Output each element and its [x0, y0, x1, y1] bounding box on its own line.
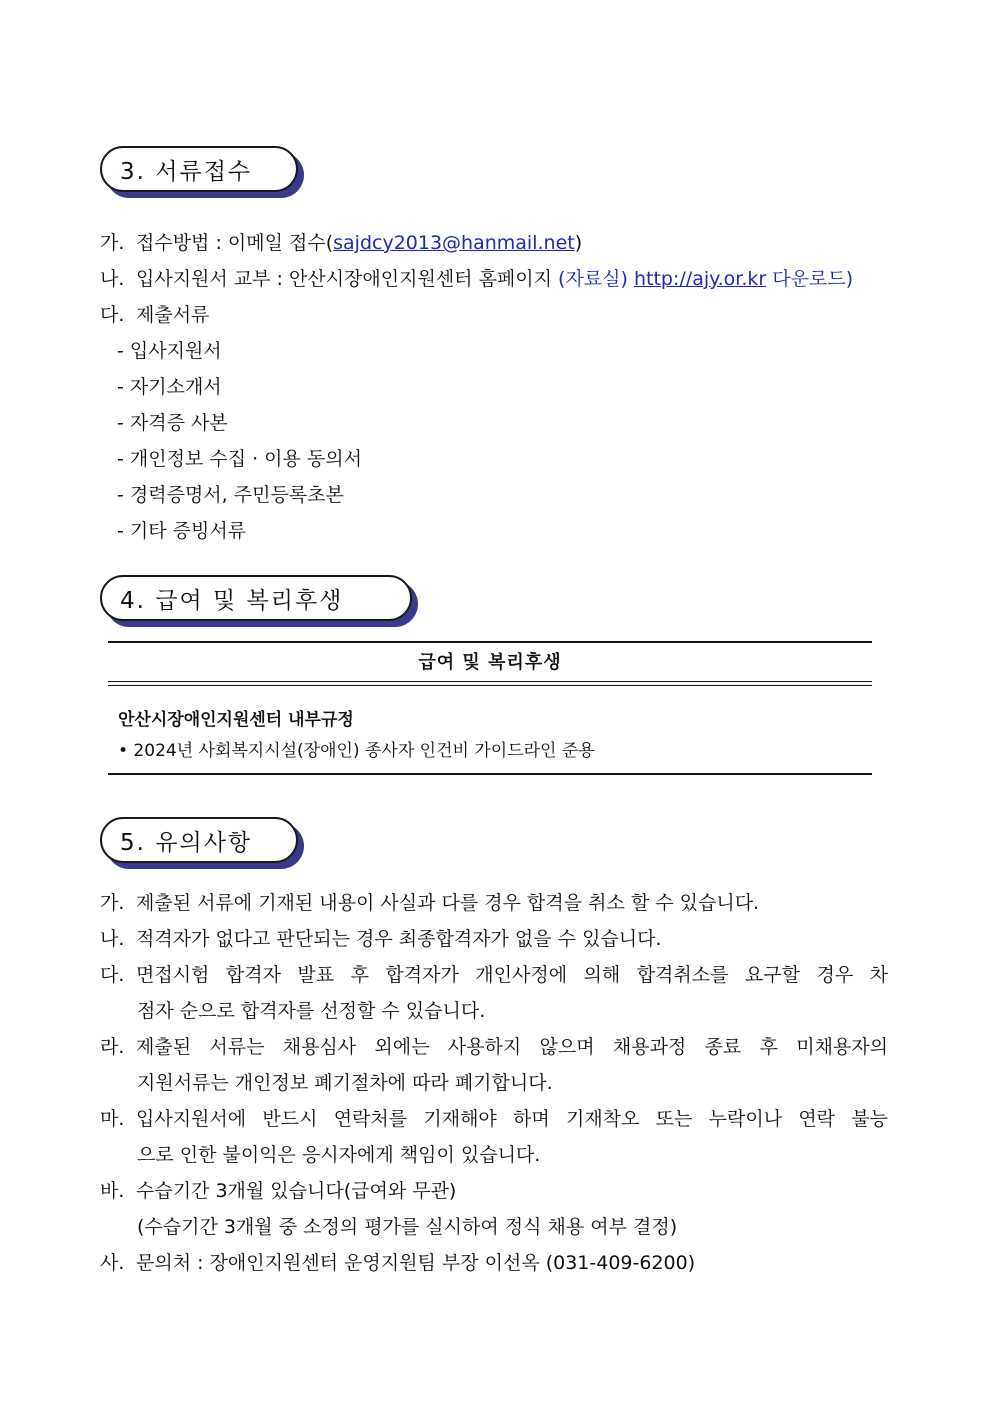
table-top-rule — [108, 641, 872, 643]
section-5-item: 라. 제출된 서류는 채용심사 외에는 사용하지 않으며 채용과정 종료 후 미채용자의 — [100, 1036, 888, 1058]
section-4-title: 4. 급여 및 복리후생 — [120, 587, 344, 614]
section-3-heading — [100, 146, 298, 192]
section-5-item-continued: 점자 순으로 합격자를 선정할 수 있습니다. — [137, 1000, 486, 1022]
document-list-item: - 입사지원서 — [117, 340, 222, 362]
section-5-heading — [100, 817, 298, 863]
document-list-item: - 자기소개서 — [117, 376, 222, 398]
table-bottom-rule — [108, 773, 872, 775]
section-5-item: 마. 입사지원서에 반드시 연락처를 기재해야 하며 기재착오 또는 누락이나 연락 불능 — [100, 1108, 888, 1130]
section-5-item: 사. 문의처 : 장애인지원센터 운영지원팀 부장 이선옥 (031-409-6200) — [100, 1252, 696, 1274]
document-list-item: - 개인정보 수집 · 이용 동의서 — [117, 448, 362, 470]
homepage-link[interactable]: http://ajy.or.kr — [633, 268, 767, 290]
section-3-item-method: 가. 접수방법 : 이메일 접수(sajdcy2013@hanmail.net) — [100, 232, 583, 254]
section-5-item-continued: 지원서류는 개인정보 폐기절차에 따라 폐기합니다. — [137, 1072, 553, 1094]
email-link[interactable]: sajdcy2013@hanmail.net — [333, 232, 575, 254]
document-list-item: - 기타 증빙서류 — [117, 520, 247, 542]
document-list-item: - 자격증 사본 — [117, 412, 228, 434]
section-3-item-documents: 다. 제출서류 — [100, 304, 210, 326]
section-5-item-continued: (수습기간 3개월 중 소정의 평가를 실시하여 정식 채용 여부 결정) — [137, 1216, 678, 1238]
section-4-heading — [100, 575, 412, 621]
table-header-rule — [108, 685, 872, 686]
section-3-item-distribution: 나. 입사지원서 교부 : 안산시장애인지원센터 홈페이지 (자료실) http://ajy.or.kr 다운로드) — [100, 268, 854, 290]
section-5-item: 가. 제출된 서류에 기재된 내용이 사실과 다를 경우 합격을 취소 할 수 있습니다. — [100, 892, 760, 914]
section-5-item-continued: 으로 인한 불이익은 응시자에게 책임이 있습니다. — [137, 1144, 541, 1166]
table-header: 급여 및 복리후생 — [418, 652, 562, 673]
section-3-title: 3. 서류접수 — [120, 158, 253, 185]
section-5-item: 나. 적격자가 없다고 판단되는 경우 최종합격자가 없을 수 있습니다. — [100, 928, 662, 950]
table-bold-line: 안산시장애인지원센터 내부규정 — [118, 710, 354, 730]
section-5-item: 다. 면접시험 합격자 발표 후 합격자가 개인사정에 의해 합격취소를 요구할 경우 차 — [100, 964, 888, 986]
section-5-title: 5. 유의사항 — [120, 829, 253, 856]
table-header-rule — [108, 681, 872, 682]
document-list-item: - 경력증명서, 주민등록초본 — [117, 484, 344, 506]
table-bullet: • 2024년 사회복지시설(장애인) 종사자 인건비 가이드라인 준용 — [118, 741, 595, 761]
section-5-item: 바. 수습기간 3개월 있습니다(급여와 무관) — [100, 1180, 457, 1202]
